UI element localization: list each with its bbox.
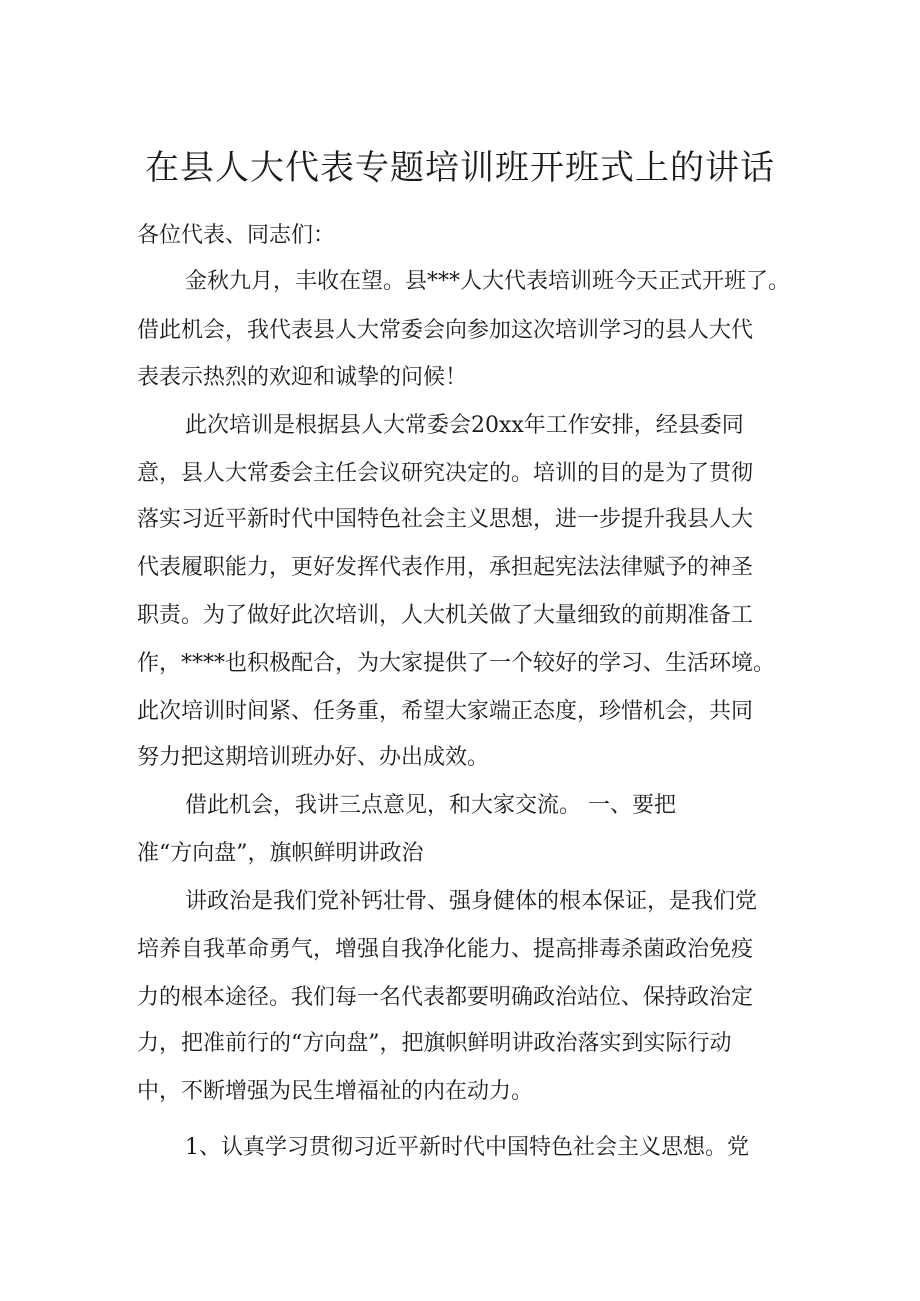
paragraph-2-line-4: 代表履职能力，更好发挥代表作用，承担起宪法法律赋予的神圣 [137,555,754,580]
paragraph-4-line-1: 讲政治是我们党补钙壮骨、强身健体的根本保证，是我们党 [185,889,758,914]
paragraph-4-line-5: 中，不断增强为民生增福祉的内在动力。 [137,1079,534,1104]
paragraph-2-line-3: 落实习近平新时代中国特色社会主义思想，进一步提升我县人大 [137,507,754,532]
paragraph-2-line-7: 此次培训时间紧、任务重，希望大家端正态度，珍惜机会，共同 [137,699,754,724]
document-title: 在县人大代表专题培训班开班式上的讲话 [145,148,775,188]
paragraph-2-line-1: 此次培训是根据县人大常委会20xx年工作安排，经县委同 [185,413,744,438]
paragraph-1-line-1: 金秋九月，丰收在望。县***人大代表培训班今天正式开班了。 [185,269,791,294]
paragraph-2-line-6: 作，****也积极配合，为大家提供了一个较好的学习、生活环境。 [137,651,776,676]
paragraph-2-line-5: 职责。为了做好此次培训，人大机关做了大量细致的前期准备工 [137,603,754,628]
salutation-line: 各位代表、同志们： [137,223,336,248]
paragraph-3-line-1: 借此机会，我讲三点意见，和大家交流。 一、要把 [185,793,676,818]
paragraph-4-line-2: 培养自我革命勇气，增强自我净化能力、提高排毒杀菌政治免疫 [137,937,754,962]
paragraph-4-line-3: 力的根本途径。我们每一名代表都要明确政治站位、保持政治定 [137,985,754,1010]
section-heading-1: 准“方向盘”，旗帜鲜明讲政治 [137,841,424,866]
paragraph-2-line-2: 意，县人大常委会主任会议研究决定的。培训的目的是为了贯彻 [137,461,754,486]
paragraph-4-line-4: 力，把准前行的“方向盘”，把旗帜鲜明讲政治落实到实际行动 [137,1031,732,1056]
paragraph-1-line-3: 表表示热烈的欢迎和诚挚的问候！ [137,365,468,390]
subsection-1-line-1: 1、认真学习贯彻习近平新时代中国特色社会主义思想。党 [185,1135,749,1160]
paragraph-2-line-8: 努力把这期培训班办好、办出成效。 [137,745,490,770]
paragraph-1-line-2: 借此机会，我代表县人大常委会向参加这次培训学习的县人大代 [137,318,754,343]
